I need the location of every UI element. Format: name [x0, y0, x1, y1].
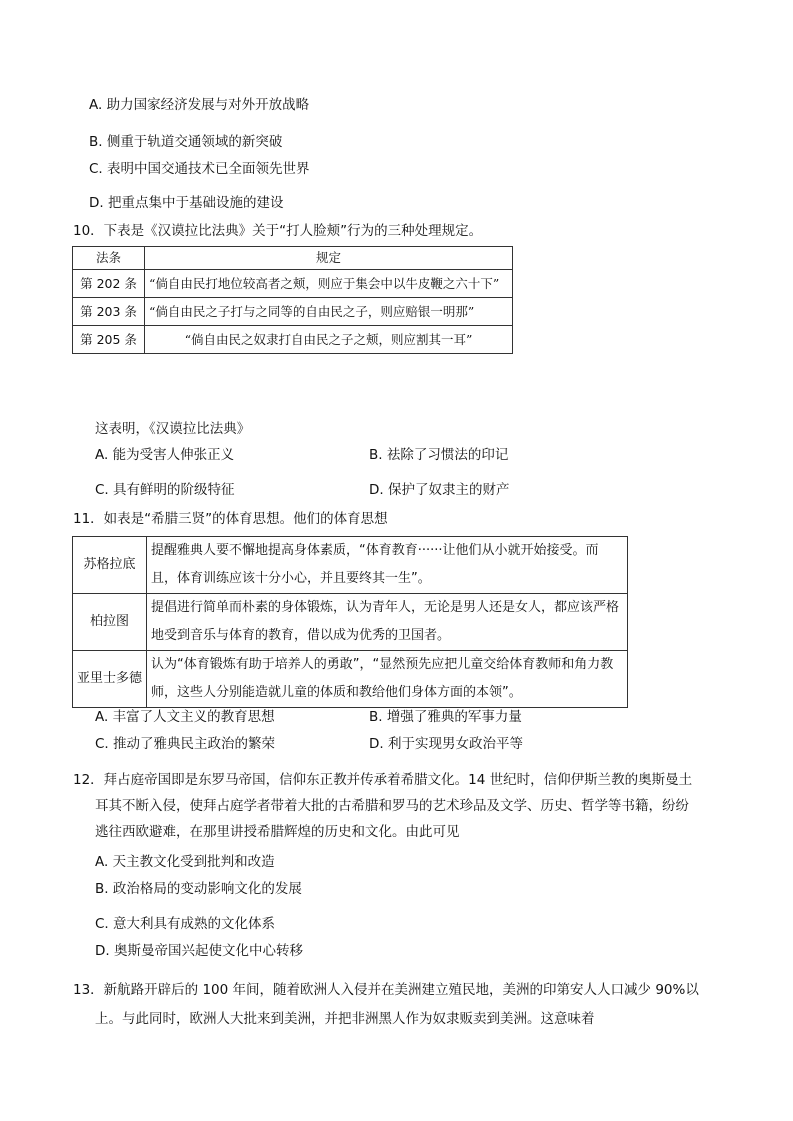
q12-stem-line-2: 耳其不断入侵，使拜占庭学者带着大批的古希腊和罗马的艺术珍品及文学、历史、哲学等书籍，纷纷 — [95, 798, 689, 814]
q12-stem-line-3: 逃往西欧避难，在那里讲授希腊辉煌的历史和文化。由此可见 — [95, 824, 460, 840]
q12-option-c[interactable]: C. 意大利具有成熟的文化体系 — [95, 916, 276, 932]
q13-stem-line-1: 13．新航路开辟后的 100 年间，随着欧洲人入侵并在美洲建立殖民地，美洲的印第安人人口减少 90%以 — [73, 982, 699, 998]
table-row — [73, 651, 628, 708]
sage-idea: 提倡进行简单而朴素的身体锻炼，认为青年人，无论是男人还是女人，都应该严格地受到音乐与体育的教育，借以成为优秀的卫国者。 — [147, 594, 628, 651]
table-row — [73, 537, 628, 594]
q12-stem-line-1: 12．拜占庭帝国即是东罗马帝国，信仰东正教并传承着希腊文化。14 世纪时，信仰伊斯兰教的奥斯曼土 — [73, 772, 693, 788]
table-header-row — [73, 247, 513, 270]
table-row — [73, 298, 513, 326]
table-row — [73, 594, 628, 651]
q9-option-b[interactable]: B. 侧重于轨道交通领域的新突破 — [89, 134, 283, 150]
q11-stem: 11．如表是“希腊三贤”的体育思想。他们的体育思想 — [73, 511, 388, 527]
q9-option-d[interactable]: D. 把重点集中于基础设施的建设 — [89, 195, 284, 211]
q11-option-b[interactable]: B. 增强了雅典的军事力量 — [369, 709, 522, 725]
q10-option-b[interactable]: B. 祛除了习惯法的印记 — [369, 447, 509, 463]
q9-option-a[interactable]: A. 助力国家经济发展与对外开放战略 — [89, 97, 310, 113]
q10-stem: 10．下表是《汉谟拉比法典》关于“打人脸颊”行为的三种处理规定。 — [73, 223, 483, 239]
sage-idea: 认为“体育锻炼有助于培养人的勇敢”，“显然预先应把儿童交给体育教师和角力教师，这些人分别能造就儿童的体质和教给他们身体方面的本领”。 — [147, 651, 628, 708]
table-row — [73, 326, 513, 354]
sage-idea: 提醒雅典人要不懈地提高身体素质，“体育教育······让他们从小就开始接受。而且，体育训练应该十分小心，并且要终其一生”。 — [147, 537, 628, 594]
q13-stem-line-2: 上。与此同时，欧洲人大批来到美洲，并把非洲黑人作为奴隶贩卖到美洲。这意味着 — [95, 1011, 595, 1027]
q11-option-c[interactable]: C. 推动了雅典民主政治的繁荣 — [95, 736, 276, 752]
table-row — [73, 270, 513, 298]
article-rule: “倘自由民之奴隶打自由民之子之颊，则应割其一耳” — [145, 326, 513, 354]
q9-option-c[interactable]: C. 表明中国交通技术已全面领先世界 — [89, 161, 310, 177]
article-number: 第 203 条 — [73, 298, 145, 326]
header-rule: 规定 — [145, 247, 513, 270]
q12-option-b[interactable]: B. 政治格局的变动影响文化的发展 — [95, 881, 302, 897]
sage-name: 苏格拉底 — [73, 537, 147, 594]
q10-option-d[interactable]: D. 保护了奴隶主的财产 — [369, 482, 510, 498]
sage-name: 柏拉图 — [73, 594, 147, 651]
header-article: 法条 — [73, 247, 145, 270]
q12-option-a[interactable]: A. 天主教文化受到批判和改造 — [95, 854, 275, 870]
q11-option-d[interactable]: D. 利于实现男女政治平等 — [369, 736, 523, 752]
article-rule: “倘自由民打地位较高者之颊，则应于集会中以牛皮鞭之六十下” — [145, 270, 513, 298]
sage-name: 亚里士多德 — [73, 651, 147, 708]
q10-option-a[interactable]: A. 能为受害人伸张正义 — [95, 447, 235, 463]
article-number: 第 202 条 — [73, 270, 145, 298]
article-number: 第 205 条 — [73, 326, 145, 354]
q10-option-c[interactable]: C. 具有鲜明的阶级特征 — [95, 482, 235, 498]
law-table — [72, 246, 513, 354]
q11-option-a[interactable]: A. 丰富了人文主义的教育思想 — [95, 709, 275, 725]
article-rule: “倘自由民之子打与之同等的自由民之子，则应赔银一明那” — [145, 298, 513, 326]
q12-option-d[interactable]: D. 奥斯曼帝国兴起使文化中心转移 — [95, 943, 303, 959]
q10-lead: 这表明，《汉谟拉比法典》 — [95, 421, 251, 437]
sage-table — [72, 536, 628, 708]
